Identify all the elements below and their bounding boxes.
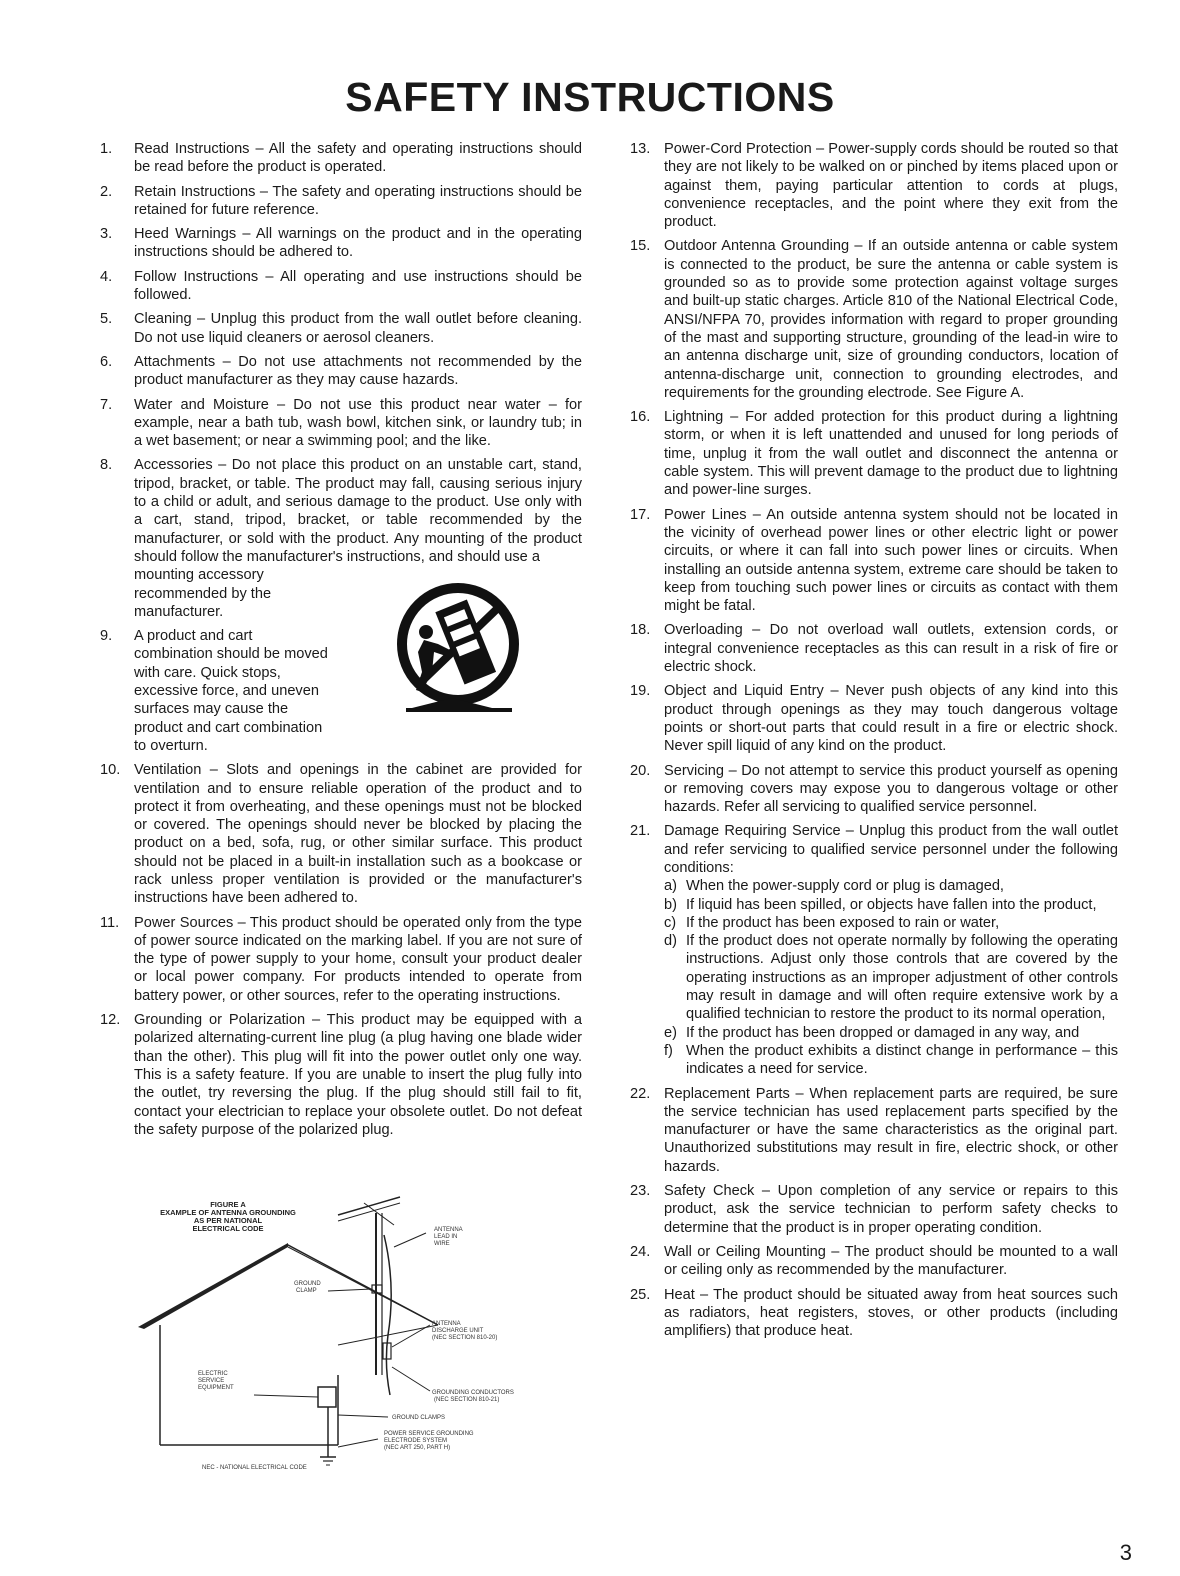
sub-item-label: b) [664, 896, 677, 913]
item-number: 22. [630, 1085, 651, 1102]
list-item [630, 682, 1118, 755]
list-item [630, 1243, 1118, 1280]
figure-label: ANTENNA [434, 1227, 463, 1233]
sub-item-label: f) [664, 1042, 673, 1059]
item-number: 1. [100, 141, 113, 157]
figure-label: (NEC ART 250, PART H) [384, 1445, 451, 1451]
item-text: Heat – The product should be situated away from heat sources such as radiators, heat registers, stoves, or other products (including amplifiers) that produce heat. [664, 1286, 1118, 1340]
sub-item-text: If the product does not operate normally by following the operating instructions. Adjust only those controls that are covered by the operating instructions as an improper adjustment of other controls may result in damage and will often require extensive work by a qualified technician to restore the product to its normal operation, [686, 933, 1118, 1023]
list-item [100, 396, 582, 451]
sub-item-label: e) [664, 1024, 677, 1041]
item-number: 9. [100, 628, 113, 645]
list-item [630, 1182, 1118, 1237]
sub-item-text: If the product has been exposed to rain or water, [686, 914, 1000, 931]
list-item [630, 506, 1118, 616]
list-item [630, 1286, 1118, 1341]
item-text: Object and Liquid Entry – Never push objects of any kind into this product through openings as they may touch dangerous voltage points or short-out parts that could result in a fire or electric shock. Never spill liquid of any kind on the product. [664, 683, 1118, 755]
item-text: Power Lines – An outside antenna system should not be located in the vicinity of overhead power lines or other electric light or power circuits, or where it can fall into such power lines or circuits. When installing an outside antenna system, extreme care should be taken to keep from touching such power lines or circuits as contact with them might be fatal. [664, 506, 1118, 615]
figure-label: GROUND [294, 1281, 321, 1287]
sub-item [664, 1042, 1118, 1079]
item-number: 2. [100, 183, 113, 200]
list-item [100, 225, 582, 262]
figure-label: (NEC SECTION 810-20) [432, 1335, 498, 1341]
item-number: 10. [100, 762, 121, 779]
figure-label: ANTENNA [432, 1321, 461, 1327]
list-item [100, 268, 582, 305]
page-number: 3 [1119, 1540, 1132, 1565]
item-text: Water and Moisture – Do not use this product near water – for example, near a bath tub, wash bowl, kitchen sink, or laundry tub; in a wet basement; or near a swimming pool; and the like. [134, 396, 582, 450]
sub-item [664, 1024, 1118, 1042]
figure-title: ELECTRICAL CODE [192, 1224, 264, 1233]
figure-label: EQUIPMENT [198, 1385, 234, 1391]
list-item [630, 621, 1118, 676]
sub-item [664, 896, 1118, 914]
figure-label: WIRE [434, 1241, 450, 1247]
item-number: 25. [630, 1286, 651, 1303]
list-item [100, 310, 582, 347]
item-number: 23. [630, 1183, 651, 1200]
list-item [630, 237, 1118, 402]
item-text: Attachments – Do not use attachments not recommended by the product manufacturer as they may cause hazards. [134, 353, 582, 389]
item-text: Wall or Ceiling Mounting – The product should be mounted to a wall or ceiling only as recommended by the manufacturer. [664, 1243, 1118, 1279]
item-text: Damage Requiring Service – Unplug this product from the wall outlet and refer servicing to qualified service personnel under the following conditions: [664, 823, 1118, 876]
list-item [630, 1085, 1118, 1176]
item-text: Overloading – Do not overload wall outlets, extension cords, or integral convenience receptacles as this can result in a risk of fire or electric shock. [664, 622, 1118, 676]
item-number: 7. [100, 396, 113, 413]
item-text: Power Sources – This product should be operated only from the type of power source indicated on the marking label. If you are not sure of the type of power supply to your home, consult your product dealer or local power company. For products intended to operate from battery power, or other sources, refer to the operating instructions. [134, 914, 582, 1004]
item-text: Servicing – Do not attempt to service this product yourself as opening or removing covers may expose you to dangerous voltage or other hazards. Refer all servicing to qualified service personnel. [664, 762, 1118, 816]
list-item [100, 761, 582, 907]
list-item [100, 183, 582, 220]
figure-label: (NEC SECTION 810-21) [434, 1397, 500, 1403]
item-text: Retain Instructions – The safety and operating instructions should be retained for future reference. [134, 183, 582, 218]
list-item [100, 140, 582, 177]
sub-item [664, 877, 1118, 895]
item-text: Power-Cord Protection – Power-supply cords should be routed so that they are not likely to be walked on or pinched by items placed upon or against them, paying particular attention to cords at plugs, convenience receptacles, and the point where they exit from the product. [664, 141, 1118, 231]
figure-label: CLAMP [296, 1288, 317, 1294]
item-number: 17. [630, 506, 651, 523]
sub-item-text: If the product has been dropped or damaged in any way, and [686, 1024, 1080, 1041]
item-text: A product and cart combination should be moved with care. Quick stops, excessive force, and uneven surfaces may cause the product and cart combination to overturn. [134, 628, 328, 754]
item-number: 11. [100, 914, 120, 931]
figure-label: NEC - NATIONAL ELECTRICAL CODE [202, 1465, 307, 1471]
sub-item-text: If liquid has been spilled, or objects have fallen into the product, [686, 896, 1097, 913]
item-text: Cleaning – Unplug this product from the wall outlet before cleaning. Do not use liquid cleaners or aerosol cleaners. [134, 311, 582, 346]
item-text: Safety Check – Upon completion of any service or repairs to this product, ask the service technician to perform safety checks to determine that the product is in proper operating condition. [664, 1183, 1118, 1236]
page-title: SAFETY INSTRUCTIONS [345, 74, 835, 120]
list-item [100, 914, 582, 1005]
item-number: 5. [100, 311, 113, 328]
item-number: 15. [630, 238, 651, 255]
item-number: 4. [100, 268, 113, 285]
item-number: 13. [630, 141, 651, 157]
figure-label: ELECTRIC [198, 1371, 228, 1377]
item-number: 24. [630, 1243, 651, 1260]
item-number: 20. [630, 762, 651, 779]
item-number: 3. [100, 226, 113, 243]
item-number: 21. [630, 823, 651, 840]
sub-item [664, 914, 1118, 932]
list-item [630, 822, 1118, 1078]
item-number: 12. [100, 1012, 121, 1029]
item-text: Read Instructions – All the safety and operating instructions should be read before the product is operated. [134, 141, 582, 176]
sub-item [664, 932, 1118, 1023]
list-item [630, 140, 1118, 231]
figure-label: SERVICE [198, 1378, 225, 1384]
item-number: 18. [630, 622, 651, 639]
item-text: Ventilation – Slots and openings in the cabinet are provided for ventilation and to ensure reliable operation of the product and to protect it from overheating, and these openings must not be blocked or covered. The openings should never be blocked by placing the product on a bed, sofa, rug, or other similar surface. This product should not be placed in a built-in installation such as a bookcase or rack unless proper ventilation is provided or the manufacturer's instructions have been adhered to. [134, 762, 582, 907]
figure-label: GROUND CLAMPS [392, 1415, 446, 1421]
item-text: Replacement Parts – When replacement parts are required, be sure the service technician has used replacement parts specified by the manufacturer or have the same characteristics as the original part. Unauthorized substitutions may result in fire, electric shock, or other hazards. [664, 1085, 1118, 1175]
list-item [100, 1011, 582, 1139]
sub-item-label: a) [664, 878, 677, 895]
figure-title: EXAMPLE OF ANTENNA GROUNDING [160, 1208, 296, 1217]
sub-item-label: d) [664, 933, 677, 950]
sub-item-text: When the power-supply cord or plug is damaged, [686, 878, 1004, 895]
item-number: 6. [100, 353, 113, 370]
item-text: Lightning – For added protection for this product during a lightning storm, or when it is left unattended and unused for long periods of time, unplug it from the wall outlet and disconnect the antenna or cable system. This will prevent damage to the product due to lightning and power-line surges. [664, 409, 1118, 499]
item-number: 8. [100, 457, 113, 474]
list-item [630, 762, 1118, 817]
list-item [630, 408, 1118, 499]
figure-label: DISCHARGE UNIT [432, 1328, 484, 1334]
item-text: Accessories – Do not place this product on an unstable cart, stand, tripod, bracket, or table. The product may fall, causing serious injury to a child or adult, and serious damage to the product. Use only with a cart, stand, tripod, bracket, or table recommended by the manufacturer, or sold with the product. Any mounting of the product should follow the manufacturer's instructions, and should use a [134, 457, 582, 565]
item-text: Grounding or Polarization – This product may be equipped with a polarized alternating-current line plug (a plug having one blade wider than the other). This plug will fit into the power outlet only one way. This is a safety feature. If you are unable to insert the plug fully into the outlet, try reversing the plug. If the plug should still fail to fit, contact your electrician to replace your obsolete outlet. Do not defeat the safety purpose of the polarized plug. [134, 1012, 582, 1138]
item-number: 16. [630, 409, 651, 426]
sub-item-text: When the product exhibits a distinct change in performance – this indicates a need for service. [686, 1042, 1118, 1078]
figure-label: POWER SERVICE GROUNDING [384, 1431, 474, 1437]
item-text-continued: mounting accessory recommended by the manufacturer. [134, 567, 272, 620]
figure-label: ELECTRODE SYSTEM [384, 1438, 448, 1444]
sub-item-label: c) [664, 914, 677, 931]
item-text: Follow Instructions – All operating and use instructions should be followed. [134, 268, 582, 304]
cart-tip-over-warning-icon [392, 580, 524, 730]
right-column [630, 140, 1118, 1346]
list-item [100, 353, 582, 390]
figure-title: AS PER NATIONAL [193, 1216, 263, 1225]
figure-label: GROUNDING CONDUCTORS [432, 1390, 514, 1396]
item-number: 19. [630, 683, 651, 700]
item-text: Outdoor Antenna Grounding – If an outside antenna or cable system is connected to the product, be sure the antenna or cable system is grounded so as to provide some protection against voltage surges and built-up static charges. Article 810 of the National Electrical Code, ANSI/NFPA 70, provides information with regard to proper grounding of the mast and supporting structure, grounding of the lead-in wire to an antenna discharge unit, size of grounding conductors, location of antenna-discharge unit, connection to grounding electrodes, and requirements for the grounding electrode. See Figure A. [664, 238, 1118, 401]
figure-label: LEAD IN [434, 1234, 458, 1240]
antenna-grounding-figure [138, 1195, 558, 1475]
item-text: Heed Warnings – All warnings on the product and in the operating instructions should be adhered to. [134, 226, 582, 261]
figure-title: FIGURE A [210, 1200, 246, 1209]
